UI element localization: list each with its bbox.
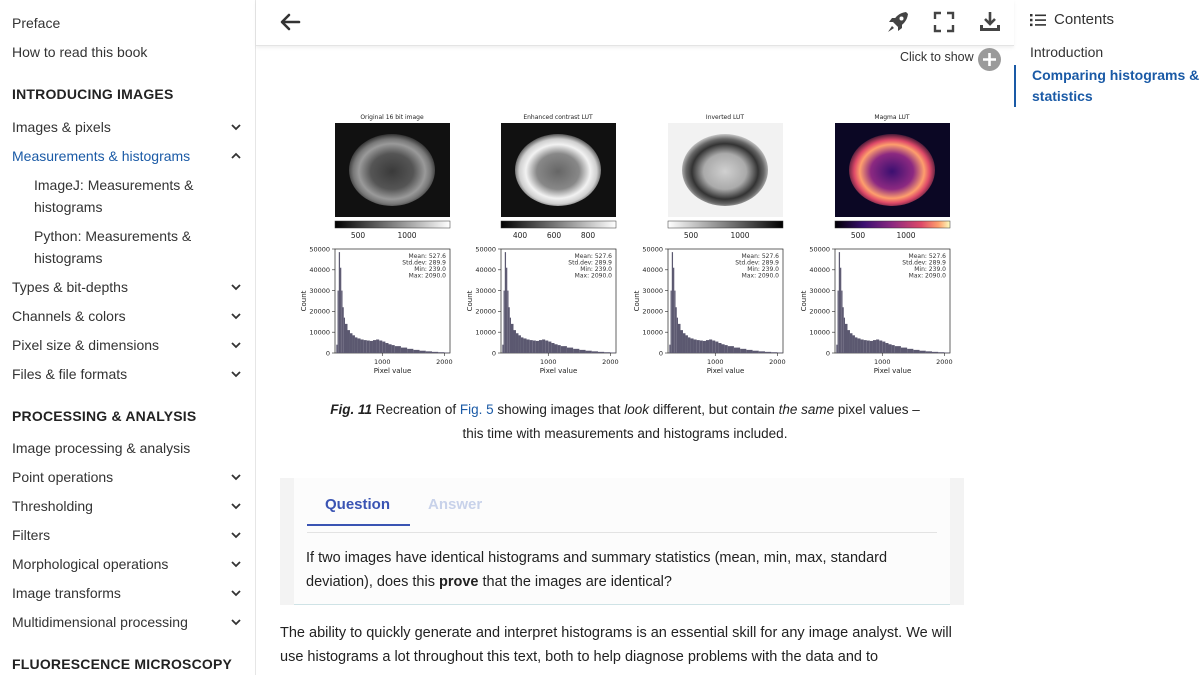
- histogram-bar: [507, 291, 508, 353]
- plus-circle-icon[interactable]: [978, 48, 1001, 71]
- question-bold: prove: [439, 574, 479, 590]
- sidebar-item-point-operations[interactable]: [12, 467, 252, 487]
- histogram-bar: [685, 335, 687, 353]
- y-tick-label: 20000: [309, 307, 330, 316]
- colorbar: [335, 221, 450, 228]
- histogram-bar: [759, 351, 765, 353]
- y-tick-label: 0: [658, 349, 663, 358]
- rocket-icon[interactable]: [885, 9, 911, 35]
- caption-text: Recreation of: [375, 402, 457, 417]
- y-tick-label: 0: [825, 349, 830, 358]
- histogram-bar: [573, 349, 579, 353]
- histogram-bar: [382, 342, 385, 353]
- question-text-part: If two images have identical histograms and summary statistics (mean, min, max, standard deviation), does this: [306, 550, 888, 590]
- histogram-bar: [536, 341, 539, 353]
- histogram-bar: [694, 339, 697, 353]
- colorbar: [501, 221, 616, 228]
- histogram-bar: [567, 348, 573, 353]
- histogram-bar: [505, 252, 506, 353]
- histogram-bar: [392, 345, 395, 353]
- cell-image: [682, 134, 768, 206]
- stats-annotation: Mean: 527.6: [574, 253, 612, 260]
- y-tick-label: 40000: [809, 266, 830, 275]
- sidebar-item-how-to-read[interactable]: [12, 42, 252, 62]
- histogram-bar: [850, 333, 852, 353]
- histogram-bar: [907, 349, 913, 353]
- histogram-bar: [895, 346, 901, 353]
- colorbar-tick: 1000: [397, 231, 417, 240]
- back-arrow-icon[interactable]: [277, 9, 303, 35]
- click-to-show-label[interactable]: Click to show: [900, 50, 974, 64]
- histogram-bar: [357, 338, 360, 353]
- y-tick-label: 0: [491, 349, 496, 358]
- stats-annotation: Mean: 527.6: [908, 253, 946, 260]
- histogram-bar: [700, 341, 703, 353]
- sidebar-item-filters[interactable]: [12, 525, 252, 545]
- histogram-bar: [920, 351, 926, 353]
- histogram-bar: [712, 341, 715, 353]
- question-answer-box: [280, 478, 964, 605]
- x-tick-label: 2000: [769, 358, 786, 366]
- histogram-bar: [672, 252, 673, 353]
- sidebar-section-processing-analysis: PROCESSING & ANALYSIS: [12, 408, 197, 424]
- histogram-bar: [836, 345, 837, 353]
- stats-annotation: Max: 2090.0: [574, 272, 612, 280]
- list-icon: [1030, 13, 1046, 27]
- histogram-bar: [364, 340, 367, 353]
- sidebar-item-pixel-size[interactable]: [12, 335, 252, 355]
- histogram-bar: [539, 340, 542, 353]
- histogram-bar: [690, 338, 693, 353]
- histogram-bar: [350, 333, 352, 353]
- sidebar-item-label: Point operations: [12, 469, 114, 485]
- colorbar-tick: 600: [546, 231, 562, 240]
- sidebar-item-label: Filters: [12, 527, 51, 543]
- question-text: [306, 546, 936, 594]
- histogram-bar: [879, 341, 882, 353]
- sidebar-item-label: Pixel size & dimensions: [12, 337, 160, 353]
- panel-title: Inverted LUT: [705, 114, 745, 121]
- histogram-bar: [336, 345, 337, 353]
- histogram-bar: [847, 330, 849, 353]
- histogram-bar: [344, 318, 345, 353]
- chevron-down-icon[interactable]: [230, 364, 244, 384]
- y-tick-label: 10000: [309, 328, 330, 337]
- histogram-bar: [506, 268, 507, 353]
- sidebar-subitem-imagej-measurements[interactable]: ImageJ: Measurements & histograms: [34, 177, 194, 215]
- chevron-down-icon[interactable]: [230, 525, 244, 545]
- histogram-layer: [300, 245, 953, 375]
- qa-panel: [294, 478, 950, 605]
- x-tick-label: 1000: [874, 358, 891, 366]
- histogram-bar: [361, 339, 364, 353]
- histogram-bar: [721, 344, 724, 353]
- histogram-bar: [944, 352, 949, 353]
- stats-annotation: Std.dev: 289.9: [568, 259, 612, 267]
- histogram-bar: [338, 291, 339, 353]
- body-paragraph: The ability to quickly generate and interpret histograms is an essential skill for any image analyst. We will use histograms a lot throughout this text, both to help diagnose problems with the data and to: [280, 625, 952, 665]
- sidebar-section-fluorescence: FLUORESCENCE MICROSCOPY: [12, 656, 233, 672]
- histogram-bar: [938, 352, 944, 353]
- y-tick-label: 50000: [309, 245, 330, 254]
- histogram-bar: [527, 339, 530, 353]
- histogram-bar: [777, 352, 782, 353]
- histogram-bar: [838, 291, 839, 353]
- sidebar-item-measurements-histograms[interactable]: [12, 146, 252, 166]
- histogram-bar: [677, 318, 678, 353]
- histogram-bar: [420, 351, 426, 353]
- sidebar-item-morphological[interactable]: [12, 554, 252, 574]
- x-tick-label: 1000: [540, 358, 557, 366]
- y-tick-label: 40000: [475, 266, 496, 275]
- histogram-bar: [438, 352, 444, 353]
- stats-annotation: Max: 2090.0: [908, 272, 946, 280]
- x-axis-label: Pixel value: [873, 367, 912, 375]
- cell-image: [515, 134, 601, 206]
- histogram-bar: [504, 291, 505, 353]
- histogram-bar: [876, 339, 879, 353]
- sidebar-item-preface[interactable]: [12, 13, 252, 33]
- histogram-bar: [680, 330, 682, 353]
- colorbar-tick: 1000: [896, 231, 916, 240]
- x-tick-label: 2000: [936, 358, 953, 366]
- y-tick-label: 30000: [475, 286, 496, 295]
- histogram-bar: [839, 252, 840, 353]
- histogram-bar: [432, 352, 438, 353]
- figure-label: Fig. 11: [330, 402, 373, 417]
- histogram-bar: [401, 348, 407, 353]
- sidebar-item-files-formats[interactable]: [12, 364, 252, 384]
- histogram-bar: [533, 341, 536, 353]
- fullscreen-icon[interactable]: [931, 9, 957, 35]
- histogram-bar: [426, 351, 432, 353]
- stats-annotation: Min: 239.0: [914, 266, 946, 273]
- histogram-bar: [598, 352, 604, 353]
- histogram-bar: [579, 350, 585, 353]
- histogram-bar: [345, 324, 347, 353]
- chevron-down-icon[interactable]: [230, 467, 244, 487]
- x-tick-label: 2000: [436, 358, 453, 366]
- tab-question[interactable]: Question: [325, 496, 391, 513]
- histogram-bar: [843, 307, 844, 353]
- histogram-bar: [688, 337, 690, 353]
- figure-caption: [330, 398, 920, 446]
- figure-panel-inverted: [668, 114, 783, 240]
- sidebar-subitem-python-measurements[interactable]: Python: Measurements & histograms: [34, 228, 192, 266]
- histogram-bar: [901, 348, 907, 353]
- sidebar-item-label: Image processing & analysis: [12, 440, 191, 456]
- histogram-bar: [683, 333, 685, 353]
- histogram-bar: [740, 349, 746, 353]
- histogram-bar: [765, 352, 771, 353]
- histogram-bar: [673, 268, 674, 353]
- histogram-bar: [697, 340, 700, 353]
- histogram-bar: [339, 252, 340, 353]
- figure-link[interactable]: Fig. 5: [459, 402, 494, 417]
- colorbar-tick: 500: [850, 231, 866, 240]
- top-header: [256, 0, 1014, 46]
- histogram-bar: [771, 352, 777, 353]
- colorbar-tick: 400: [512, 231, 528, 240]
- histogram-bar: [395, 346, 401, 353]
- figure-panel-magma: [835, 114, 950, 240]
- caption-emphasis: look: [624, 402, 649, 417]
- x-axis-label: Pixel value: [706, 367, 745, 375]
- sidebar-item-label: Types & bit-depths: [12, 279, 128, 295]
- sidebar-item-label: Morphological operations: [12, 556, 169, 572]
- sidebar-item-multidimensional[interactable]: [12, 612, 252, 632]
- histogram-bar: [542, 339, 545, 353]
- sidebar-nav: [0, 0, 256, 675]
- stats-annotation: Min: 239.0: [580, 266, 612, 273]
- chevron-up-icon[interactable]: [230, 146, 244, 166]
- chevron-down-icon[interactable]: [230, 306, 244, 326]
- histogram-bar: [523, 338, 526, 353]
- stats-annotation: Std.dev: 289.9: [402, 259, 446, 267]
- stats-annotation: Max: 2090.0: [741, 272, 779, 280]
- histogram-bar: [845, 324, 847, 353]
- histogram-bar: [413, 350, 419, 353]
- histogram-bar: [885, 343, 888, 353]
- histogram-bar: [367, 341, 370, 353]
- histogram-bar: [867, 341, 870, 353]
- sidebar-item-images-pixels[interactable]: [12, 117, 252, 137]
- y-tick-label: 20000: [642, 307, 663, 316]
- histogram-bar: [734, 348, 740, 353]
- y-tick-label: 30000: [642, 286, 663, 295]
- histogram-bar: [753, 351, 759, 353]
- histogram-bar: [671, 291, 672, 353]
- tab-divider: [307, 532, 937, 533]
- histogram-bar: [709, 339, 712, 353]
- histogram-bar: [340, 268, 341, 353]
- cell-image: [849, 134, 935, 206]
- histogram-bar: [355, 337, 357, 353]
- histogram-bar: [926, 351, 932, 353]
- y-tick-label: 40000: [309, 266, 330, 275]
- question-text-part: that the images are identical?: [482, 574, 672, 590]
- figure-panel-enhanced: [501, 114, 616, 240]
- sidebar-item-label: Preface: [12, 15, 61, 31]
- histogram-bar: [513, 330, 515, 353]
- histogram-bar: [518, 335, 520, 353]
- chevron-down-icon[interactable]: [230, 496, 244, 516]
- panel-title: Magma LUT: [874, 114, 910, 121]
- y-tick-label: 10000: [642, 328, 663, 337]
- histogram-bar: [669, 345, 670, 353]
- sidebar-item-label: How to read this book: [12, 44, 148, 60]
- histogram-bar: [857, 338, 860, 353]
- caption-text: showing images that: [497, 402, 621, 417]
- histogram-bar: [855, 337, 857, 353]
- active-tab-indicator: [307, 524, 410, 526]
- y-tick-label: 50000: [642, 245, 663, 254]
- histogram-bar: [718, 343, 721, 353]
- histogram-bar: [551, 343, 554, 353]
- chevron-down-icon[interactable]: [230, 117, 244, 137]
- histogram-bar: [840, 268, 841, 353]
- y-tick-label: 20000: [475, 307, 496, 316]
- histogram-bar: [678, 324, 680, 353]
- histogram-bar: [746, 350, 752, 353]
- colorbar-tick: 1000: [730, 231, 750, 240]
- y-tick-label: 20000: [809, 307, 830, 316]
- histogram-bar: [586, 351, 592, 353]
- y-axis-label: Count: [800, 290, 808, 312]
- y-axis-label: Count: [466, 290, 474, 312]
- chevron-down-icon[interactable]: [230, 612, 244, 632]
- histogram-bar: [861, 339, 864, 353]
- sidebar-item-thresholding[interactable]: [12, 496, 252, 516]
- stats-annotation: Std.dev: 289.9: [902, 259, 946, 267]
- x-tick-label: 2000: [602, 358, 619, 366]
- histogram-bar: [841, 291, 842, 353]
- histogram-bar: [674, 291, 675, 353]
- histogram-bar: [610, 352, 615, 353]
- histogram-bar: [882, 342, 885, 353]
- histogram-bar: [444, 352, 449, 353]
- tab-answer[interactable]: Answer: [428, 496, 483, 513]
- histogram-bar: [873, 340, 876, 353]
- sidebar-item-image-transforms[interactable]: [12, 583, 252, 603]
- chevron-down-icon[interactable]: [230, 554, 244, 574]
- histogram-bar: [548, 342, 551, 353]
- x-tick-label: 1000: [374, 358, 391, 366]
- histogram-bar: [347, 330, 349, 353]
- histogram-bar: [558, 345, 561, 353]
- histogram-bar: [592, 351, 598, 353]
- histogram-bar: [373, 340, 376, 353]
- colorbar: [668, 221, 783, 228]
- histogram-bar: [370, 341, 373, 353]
- sidebar-item-label: Thresholding: [12, 498, 93, 514]
- histogram-bar: [728, 346, 734, 353]
- histogram-bar: [341, 291, 342, 353]
- download-icon[interactable]: [977, 9, 1003, 35]
- histogram-bar: [604, 352, 610, 353]
- stats-annotation: Mean: 527.6: [741, 253, 779, 260]
- sidebar-item-types-bit-depths[interactable]: [12, 277, 252, 297]
- caption-text: different, but contain: [652, 402, 775, 417]
- toc-title: Contents: [1054, 11, 1115, 28]
- histogram-bar: [864, 340, 867, 353]
- histogram-bar: [703, 341, 706, 353]
- histogram-bar: [407, 349, 413, 353]
- y-tick-label: 50000: [809, 245, 830, 254]
- stats-annotation: Min: 239.0: [747, 266, 779, 273]
- histogram-bar: [388, 344, 391, 353]
- histogram-bar: [352, 335, 354, 353]
- histogram-bar: [516, 333, 518, 353]
- sidebar-item-label: Multidimensional processing: [12, 614, 188, 630]
- histogram-bar: [510, 318, 511, 353]
- histogram-bar: [385, 343, 388, 353]
- colorbar: [835, 221, 950, 228]
- chevron-down-icon[interactable]: [230, 583, 244, 603]
- toc-panel: [1014, 0, 1200, 675]
- histogram-bar: [676, 307, 677, 353]
- sidebar-item-image-processing[interactable]: [12, 438, 252, 458]
- histogram-bar: [561, 346, 567, 353]
- figure-panel-original: [335, 114, 450, 240]
- sidebar-item-label: Files & file formats: [12, 366, 128, 382]
- cell-image: [349, 134, 435, 206]
- sidebar-item-label: Channels & colors: [12, 308, 126, 324]
- stats-annotation: Std.dev: 289.9: [735, 259, 779, 267]
- y-tick-label: 40000: [642, 266, 663, 275]
- histogram-bar: [888, 344, 891, 353]
- histogram-bar: [715, 342, 718, 353]
- stats-annotation: Min: 239.0: [414, 266, 446, 273]
- histogram-bar: [376, 339, 379, 353]
- caption-text: pixel values – this time with measurements and histograms included.: [462, 402, 920, 441]
- y-tick-label: 0: [325, 349, 330, 358]
- colorbar-tick: 800: [580, 231, 596, 240]
- histogram-bar: [706, 340, 709, 353]
- histogram-bar: [932, 352, 938, 353]
- x-axis-label: Pixel value: [539, 367, 578, 375]
- panel-title: Enhanced contrast LUT: [523, 114, 593, 121]
- y-tick-label: 10000: [475, 328, 496, 337]
- histogram-bar: [852, 335, 854, 353]
- sidebar-item-label: Images & pixels: [12, 119, 111, 135]
- histogram-bar: [545, 341, 548, 353]
- histogram-bar: [509, 307, 510, 353]
- histogram-bar: [844, 318, 845, 353]
- y-tick-label: 30000: [809, 286, 830, 295]
- sidebar-item-label: Measurements & histograms: [12, 148, 191, 164]
- panel-title: Original 16 bit image: [360, 114, 424, 121]
- toc-item-comparing-histograms[interactable]: Comparing histograms & statistics: [1014, 65, 1200, 107]
- histogram-bar: [554, 344, 557, 353]
- histogram-bar: [913, 350, 919, 353]
- y-tick-label: 30000: [309, 286, 330, 295]
- x-tick-label: 1000: [707, 358, 724, 366]
- y-axis-label: Count: [633, 290, 641, 312]
- chevron-down-icon[interactable]: [230, 335, 244, 355]
- histogram-bar: [892, 345, 895, 353]
- stats-annotation: Max: 2090.0: [408, 272, 446, 280]
- colorbar-tick: 500: [683, 231, 699, 240]
- histogram-bar: [870, 341, 873, 353]
- sidebar-section-introducing-images: INTRODUCING IMAGES: [12, 86, 174, 102]
- histogram-bar: [343, 307, 344, 353]
- colorbar-tick: 500: [350, 231, 366, 240]
- histogram-bar: [511, 324, 513, 353]
- sidebar-item-channels-colors[interactable]: [12, 306, 252, 326]
- sidebar-item-label: Image transforms: [12, 585, 121, 601]
- y-tick-label: 10000: [809, 328, 830, 337]
- histogram-bar: [530, 340, 533, 353]
- caption-emphasis: the same: [778, 402, 835, 417]
- y-axis-label: Count: [300, 290, 308, 312]
- histogram-bar: [521, 337, 523, 353]
- stats-annotation: Mean: 527.6: [408, 253, 446, 260]
- histogram-bar: [379, 341, 382, 353]
- histogram-bar: [725, 345, 728, 353]
- x-axis-label: Pixel value: [373, 367, 412, 375]
- y-tick-label: 50000: [475, 245, 496, 254]
- chevron-down-icon[interactable]: [230, 277, 244, 297]
- toc-item-introduction[interactable]: Introduction: [1030, 44, 1104, 60]
- figure-histograms: [288, 108, 968, 384]
- histogram-bar: [502, 345, 503, 353]
